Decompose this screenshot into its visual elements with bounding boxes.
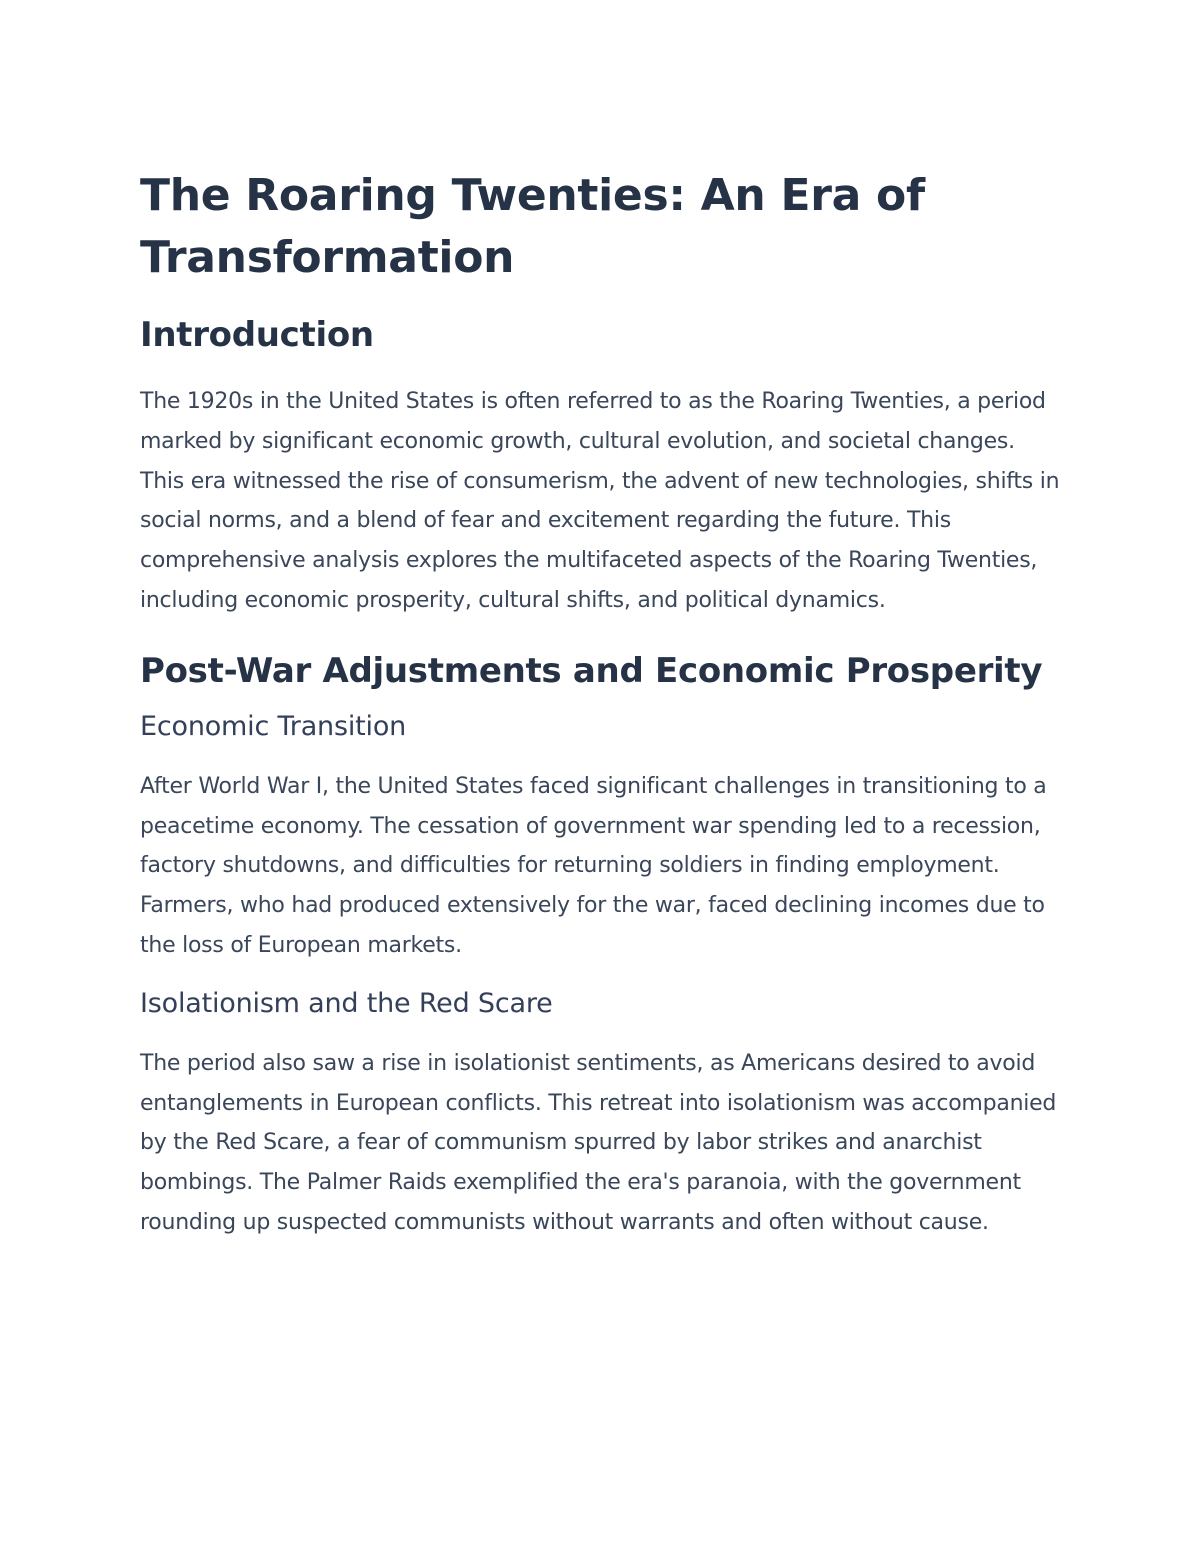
document-title: The Roaring Twenties: An Era of Transformation	[140, 170, 925, 283]
introduction-paragraph: The 1920s in the United States is often referred to as the Roaring Twenties, a period marked by significant economic growth, cultural evolution, and societal changes. This era witnessed the rise of consumerism, the advent of new technologies, shifts in social norms, and a blend of fear and excitement regarding the future. This comprehensive analysis explores the multifaceted aspects of the Roaring Twenties, including economic prosperity, cultural shifts, and political dynamics.	[140, 389, 1060, 613]
economic-transition-paragraph: After World War I, the United States faced significant challenges in transitioning to a peacetime economy. The cessation of government war spending led to a recession, factory shutdowns, and difficulties for returning soldiers in finding employment. Farmers, who had produced extensively for the war, faced declining incomes due to the loss of European markets.	[140, 773, 1047, 958]
subsection-heading-red-scare: Isolationism and the Red Scare	[140, 987, 553, 1019]
section-heading-post-war: Post-War Adjustments and Economic Prosperity	[140, 650, 1043, 691]
section-heading-introduction: Introduction	[140, 315, 374, 355]
subsection-heading-economic-transition: Economic Transition	[140, 710, 407, 742]
document-page	[140, 165, 1065, 1243]
red-scare-paragraph: The period also saw a rise in isolationist sentiments, as Americans desired to avoid entanglements in European conflicts. This retreat into isolationism was accompanied by the Red Scare, a fear of communism spurred by labor strikes and anarchist bombings. The Palmer Raids exemplified the era's paranoia, with the government rounding up suspected communists without warrants and often without cause.	[140, 1050, 1057, 1235]
